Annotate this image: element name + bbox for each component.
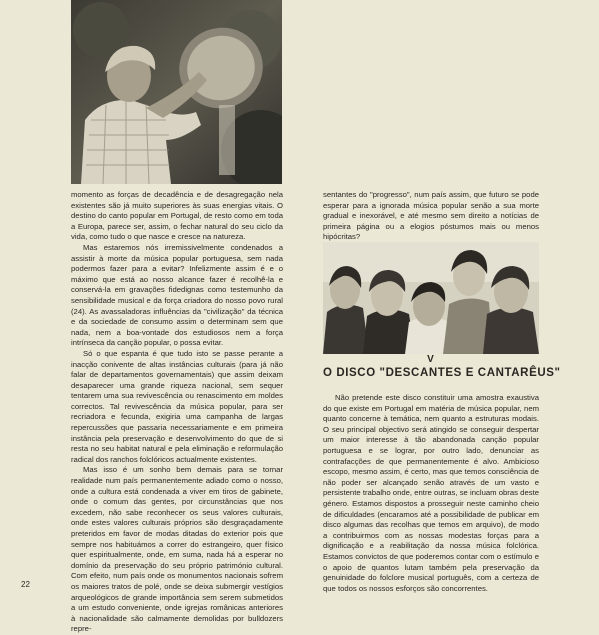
section-title: O DISCO "DESCANTES E CANTARÊUS": [323, 367, 561, 379]
paragraph: sentantes do "progresso", num país assim, que futuro se pode esperar para a ignorada música popular senão a sua morte gradual e inexorável, e até mesmo sem direito a notícias de primeira página ou a elogios póstumos mais ou menos hipócritas?: [323, 190, 539, 242]
paragraph: Só o que espanta é que tudo isto se passe perante a inacção conivente de altas instâncias culturais (para já não falar de departamentos governamentais) que assim deixam desaparecer uma grande riqueza nacional, sem sequer tentarem uma sua revivescência ou renascimento em moldes correctos. Tal revivescência da música popular, para ser recriadora e fecunda, exigiria uma campanha de largas repercussões que passaria necessariamente e em primeira instância pela preservação e desenvolvimento do que de si resta no seu habitat natural e pela eliminação e reformulação radical dos ranchos folclóricos actualmente existentes.: [71, 348, 283, 464]
page-number: 22: [21, 580, 30, 589]
right-text-column-top: [323, 190, 539, 243]
section-number: V: [427, 354, 435, 365]
right-text-column-bottom: [323, 393, 539, 594]
group-of-women-photo: [323, 242, 539, 354]
paragraph: Não pretende este disco constituir uma amostra exaustiva do que existe em Portugal em matéria de música popular, nem quanto concerne à temática, nem quanto a estruturas modais. O seu principal objectivo será atingido se conseguir despertar um maior interesse à tão abandonada canção popular portuguesa e se lograr, por outro lado, denunciar as contrafacções de que permanentemente é alvo. Ambicioso escopo, mesmo assim, é certo, mas que temos consciência de não poder ser alcançado senão através de um vasto e persistente trabalho onde, entre outras, se incluam obras deste género. Estamos dispostos a prosseguir neste caminho cheio de dificuldades (encaramos até a possibilidade de publicar em disco algumas das recolhas que temos em arquivo), de modo a contribuirmos com as nossas modestas forças para a dignificação e a reabilitação da nossa música folclórica. Estamos convictos de que poderemos contar com o estímulo e o apoio de quantos lutam também pela preservação da genuinidade do folclore musical português, com a certeza de que todos os nossos esforços são concorrentes.: [323, 393, 539, 593]
paragraph: Mas estaremos nós irremissivelmente condenados a assistir à morte da música popular portuguesa, sem nada podermos fazer para a evitar? Infelizmente assim é e o máximo que está ao nosso alcance fazer é recolhê-la e conservá-la em gravações fidedignas como testemunho da sensibilidade musical e da força criadora do nosso povo rural (24). As avassaladoras influências da "civilização" da técnica e da sociedade de consumo assim o determinam sem que nada, nem a boa-vontade dos estudiosos nem a força intrínseca da canção popular, o possa evitar.: [71, 242, 283, 348]
paragraph: Mas isso é um sonho bem demais para se tornar realidade num país permanentemente adiado como o nosso, onde a cultura está condenada a viver em tiros de gabinete, onde o comum das gentes, por circunstâncias que nos excedem, não sabe reconhecer os seus valores culturais, onde estes valores culturais próprios são desgraçadamente preteridos em favor de modas ditadas do exterior pois que sempre nos habituámos a correr do estrangeiro, quer físico quer espiritualmente, onde, em suma, nada há a esperar no domínio da preservação do seu próprio património cultural. Com efeito, num país onde os monumentos nacionais sofrem os maiores tratos de polé, onde se deixa submergir vestígios arqueológicos de grande importância sem serem submetidos a um estudo conveniente, onde igrejas românicas anteriores à nacionalidade são calmamente demolidas por bulldozers repre-: [71, 465, 283, 634]
paragraph: momento as forças de decadência e de desagregação nela existentes são já muito superiores às suas energias vitais. O destino do canto popular em Portugal, de resto como em toda a Europa, parece ser, assim, o fechar natural do seu ciclo da vida, como tudo o que nasce e cresce na natureza.: [71, 190, 283, 242]
left-text-column: [71, 190, 283, 635]
woman-sieving-grain-photo: [71, 0, 282, 184]
